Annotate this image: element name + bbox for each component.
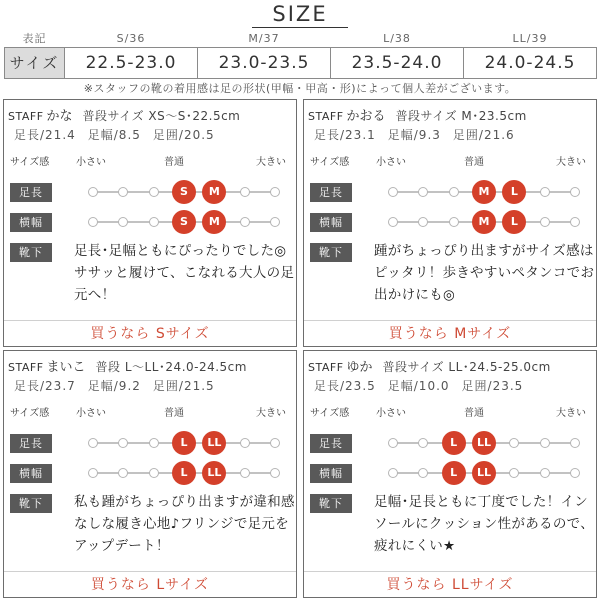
scale-dot	[570, 187, 580, 197]
size-mark: LL	[472, 431, 496, 455]
scale-dot	[570, 217, 580, 227]
scale-section-label: サイズ感	[10, 408, 50, 419]
staff-label: STAFF	[8, 110, 44, 123]
scale-dot	[149, 438, 159, 448]
staff-header	[8, 105, 292, 124]
size-mark: M	[472, 180, 496, 204]
size-recommendation: 買うなら Sサイズ	[4, 320, 296, 346]
length-row-label: 足長	[310, 183, 352, 202]
staff-name: かおる	[346, 109, 386, 124]
usual-size: 普段サイズ M･23.5cm	[395, 109, 527, 123]
scale-dot	[118, 187, 128, 197]
size-row-label: サイズ	[5, 47, 65, 78]
scale-dot	[118, 217, 128, 227]
scale-small-label: 小さい	[76, 408, 106, 419]
size-value-m: 23.0-23.5	[198, 47, 331, 78]
width-scale	[390, 462, 578, 484]
shoes-row-label: 靴下	[310, 243, 352, 262]
size-mark: S	[172, 210, 196, 234]
staff-label: STAFF	[8, 361, 44, 374]
scale-dot	[418, 438, 428, 448]
length-row-label: 足長	[310, 434, 352, 453]
staff-card-kana	[3, 99, 297, 347]
scale-dot	[418, 217, 428, 227]
size-header-ll: LL/39	[512, 31, 548, 45]
size-header-label: 表記	[22, 32, 47, 46]
size-value-ll: 24.0-24.5	[464, 47, 597, 78]
scale-dot	[388, 468, 398, 478]
scale-small-label: 小さい	[376, 157, 406, 168]
scale-dot	[88, 187, 98, 197]
usual-size: 普段 L〜LL･24.0-24.5cm	[95, 360, 247, 374]
scale-header	[10, 404, 292, 418]
scale-dot	[449, 217, 459, 227]
staff-header	[8, 356, 292, 375]
size-mark: L	[172, 461, 196, 485]
size-recommendation: 買うなら Mサイズ	[304, 320, 596, 346]
scale-dot	[240, 217, 250, 227]
scale-large-label: 大きい	[556, 157, 586, 168]
scale-section-label: サイズ感	[310, 157, 350, 168]
scale-dot	[149, 217, 159, 227]
scale-normal-label: 普通	[464, 157, 484, 168]
length-row-label: 足長	[10, 434, 52, 453]
scale-dot	[570, 468, 580, 478]
size-mark: M	[472, 210, 496, 234]
foot-girth: 足囲/23.5	[461, 379, 524, 393]
size-mark: L	[502, 180, 526, 204]
staff-card-kaoru	[303, 99, 597, 347]
scale-dot	[88, 468, 98, 478]
scale-normal-label: 普通	[164, 157, 184, 168]
size-mark: L	[502, 210, 526, 234]
scale-dot	[540, 468, 550, 478]
foot-length: 足長/23.5	[314, 379, 376, 393]
scale-dot	[418, 468, 428, 478]
foot-girth: 足囲/21.5	[152, 379, 215, 393]
width-row-label: 横幅	[10, 464, 52, 483]
scale-dot	[118, 468, 128, 478]
scale-dot	[540, 217, 550, 227]
foot-length: 足長/21.4	[14, 128, 76, 142]
staff-card-maiko	[3, 350, 297, 598]
size-mark: L	[442, 461, 466, 485]
scale-dot	[149, 468, 159, 478]
scale-normal-label: 普通	[164, 408, 184, 419]
size-table-header-row	[5, 30, 597, 47]
size-value-s: 22.5-23.0	[65, 47, 198, 78]
size-table-value-row	[5, 47, 597, 78]
length-row-label: 足長	[10, 183, 52, 202]
staff-name: かな	[46, 109, 73, 124]
foot-girth: 足囲/20.5	[152, 128, 215, 142]
size-mark: M	[202, 180, 226, 204]
scale-dot	[270, 187, 280, 197]
scale-dot	[240, 468, 250, 478]
scale-dot	[270, 217, 280, 227]
scale-dot	[240, 187, 250, 197]
width-row-label: 横幅	[310, 464, 352, 483]
size-table	[4, 30, 597, 79]
foot-measurements	[14, 377, 292, 394]
scale-large-label: 大きい	[256, 408, 286, 419]
scale-normal-label: 普通	[464, 408, 484, 419]
length-scale	[90, 181, 278, 203]
scale-small-label: 小さい	[76, 157, 106, 168]
foot-measurements	[14, 126, 292, 143]
staff-header	[308, 356, 592, 375]
foot-girth: 足囲/21.6	[452, 128, 515, 142]
width-scale	[390, 211, 578, 233]
shoes-row-label: 靴下	[10, 494, 52, 513]
staff-header	[308, 105, 592, 124]
scale-dot	[509, 468, 519, 478]
size-header-l: L/38	[383, 31, 411, 45]
foot-measurements	[314, 126, 592, 143]
staff-comment: 踵がちょっぴり出ますがサイズ感はピッタリ！歩きやすいペタンコでお出かけにも◎	[374, 243, 595, 303]
size-mark: M	[202, 210, 226, 234]
scale-dot	[388, 217, 398, 227]
foot-length: 足長/23.7	[14, 379, 76, 393]
staff-comment: 私も踵がちょっぴり出ますが違和感なしな履き心地♪フリンジで足元をアップデート！	[74, 494, 295, 554]
fit-disclaimer: ※スタッフの靴の着用感は足の形状(甲幅・甲高・形)によって個人差がございます。	[83, 82, 517, 95]
scale-dot	[388, 438, 398, 448]
size-mark: L	[442, 431, 466, 455]
size-mark: LL	[202, 461, 226, 485]
scale-dot	[149, 187, 159, 197]
scale-dot	[418, 187, 428, 197]
scale-large-label: 大きい	[556, 408, 586, 419]
scale-dot	[270, 468, 280, 478]
scale-dot	[240, 438, 250, 448]
staff-comment: 足長･足幅ともにぴったりでした◎ササッと履けて、こなれる大人の足元へ！	[74, 243, 295, 303]
size-mark: LL	[472, 461, 496, 485]
scale-dot	[509, 438, 519, 448]
size-header-s: S/36	[116, 31, 146, 45]
foot-width: 足幅/10.0	[387, 379, 450, 393]
width-row-label: 横幅	[310, 213, 352, 232]
staff-name: ゆか	[346, 360, 373, 375]
scale-header	[310, 404, 592, 418]
staff-name: まいこ	[46, 360, 86, 375]
staff-card-yuka	[303, 350, 597, 598]
length-scale	[90, 432, 278, 454]
scale-dot	[570, 438, 580, 448]
shoes-row-label: 靴下	[310, 494, 352, 513]
scale-section-label: サイズ感	[310, 408, 350, 419]
scale-dot	[540, 438, 550, 448]
usual-size: 普段サイズ LL･24.5-25.0cm	[382, 360, 551, 374]
foot-width: 足幅/9.2	[87, 379, 141, 393]
page-title: SIZE	[272, 2, 328, 26]
scale-dot	[540, 187, 550, 197]
staff-comment: 足幅･足長ともに丁度でした！インソールにクッション性があるので、疲れにくい★	[374, 494, 594, 554]
size-mark: L	[172, 431, 196, 455]
scale-dot	[118, 438, 128, 448]
size-mark: S	[172, 180, 196, 204]
size-mark: LL	[202, 431, 226, 455]
staff-label: STAFF	[308, 110, 344, 123]
size-recommendation: 買うなら LLサイズ	[304, 571, 596, 597]
scale-small-label: 小さい	[376, 408, 406, 419]
length-scale	[390, 432, 578, 454]
scale-dot	[88, 438, 98, 448]
foot-width: 足幅/8.5	[87, 128, 141, 142]
size-recommendation: 買うなら Lサイズ	[4, 571, 296, 597]
width-scale	[90, 211, 278, 233]
width-row-label: 横幅	[10, 213, 52, 232]
scale-section-label: サイズ感	[10, 157, 50, 168]
scale-dot	[88, 217, 98, 227]
scale-dot	[388, 187, 398, 197]
size-header-m: M/37	[248, 31, 280, 45]
title-underline	[252, 27, 348, 28]
size-value-l: 23.5-24.0	[331, 47, 464, 78]
staff-label: STAFF	[308, 361, 344, 374]
usual-size: 普段サイズ XS〜S･22.5cm	[82, 109, 241, 123]
foot-measurements	[314, 377, 592, 394]
foot-length: 足長/23.1	[314, 128, 376, 142]
scale-dot	[449, 187, 459, 197]
foot-width: 足幅/9.3	[387, 128, 441, 142]
scale-header	[10, 153, 292, 167]
width-scale	[90, 462, 278, 484]
scale-large-label: 大きい	[256, 157, 286, 168]
scale-dot	[270, 438, 280, 448]
scale-header	[310, 153, 592, 167]
shoes-row-label: 靴下	[10, 243, 52, 262]
length-scale	[390, 181, 578, 203]
